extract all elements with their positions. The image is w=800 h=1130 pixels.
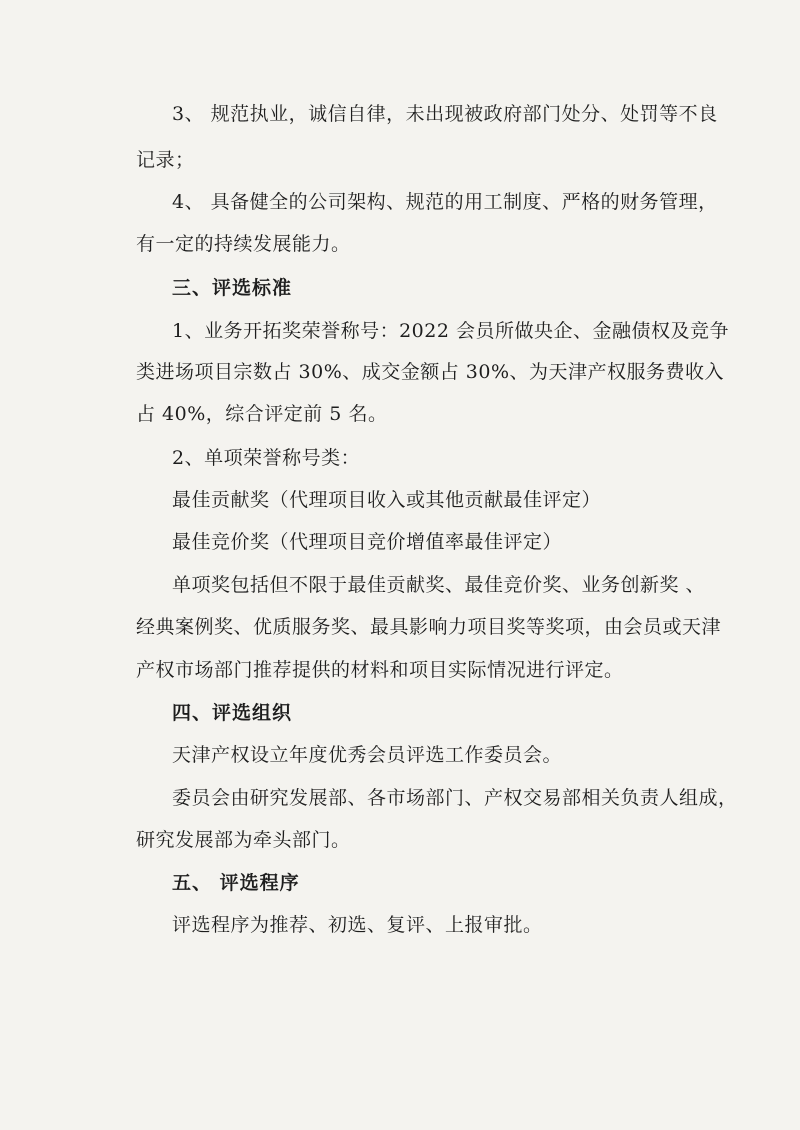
single-award-line-2: 经典案例奖、优质服务奖、最具影响力项目奖等奖项，由会员或天津	[136, 616, 722, 638]
single-award-line-3: 产权市场部门推荐提供的材料和项目实际情况进行评定。	[136, 659, 624, 681]
procedure-line: 评选程序为推荐、初选、复评、上报审批。	[172, 914, 543, 936]
standard-1-line-3: 占 40%，综合评定前 5 名。	[136, 403, 388, 425]
section-3-heading: 三、评选标准	[172, 277, 293, 299]
criterion-4-line-2: 有一定的持续发展能力。	[136, 233, 351, 255]
best-bidding-award: 最佳竞价奖（代理项目竞价增值率最佳评定）	[172, 531, 563, 553]
criterion-3-line-1: 3、 规范执业，诚信自律，未出现被政府部门处分、处罚等不良	[172, 103, 718, 125]
criterion-3-line-2: 记录；	[136, 149, 195, 171]
standard-1-line-1: 1、业务开拓奖荣誉称号：2022 会员所做央企、金融债权及竞争	[172, 320, 729, 342]
organization-line-3: 研究发展部为牵头部门。	[136, 829, 351, 851]
criterion-4-line-1: 4、 具备健全的公司架构、规范的用工制度、严格的财务管理，	[172, 191, 718, 213]
organization-line-1: 天津产权设立年度优秀会员评选工作委员会。	[172, 744, 563, 766]
standard-2-heading: 2、单项荣誉称号类：	[172, 447, 361, 469]
best-contribution-award: 最佳贡献奖（代理项目收入或其他贡献最佳评定）	[172, 489, 602, 511]
organization-line-2: 委员会由研究发展部、各市场部门、产权交易部相关负责人组成，	[172, 787, 738, 809]
section-5-heading: 五、 评选程序	[172, 872, 300, 894]
single-award-line-1: 单项奖包括但不限于最佳贡献奖、最佳竞价奖、业务创新奖 、	[172, 574, 706, 596]
standard-1-line-2: 类进场项目宗数占 30%、成交金额占 30%、为天津产权服务费收入	[136, 361, 725, 383]
section-4-heading: 四、评选组织	[172, 702, 293, 724]
